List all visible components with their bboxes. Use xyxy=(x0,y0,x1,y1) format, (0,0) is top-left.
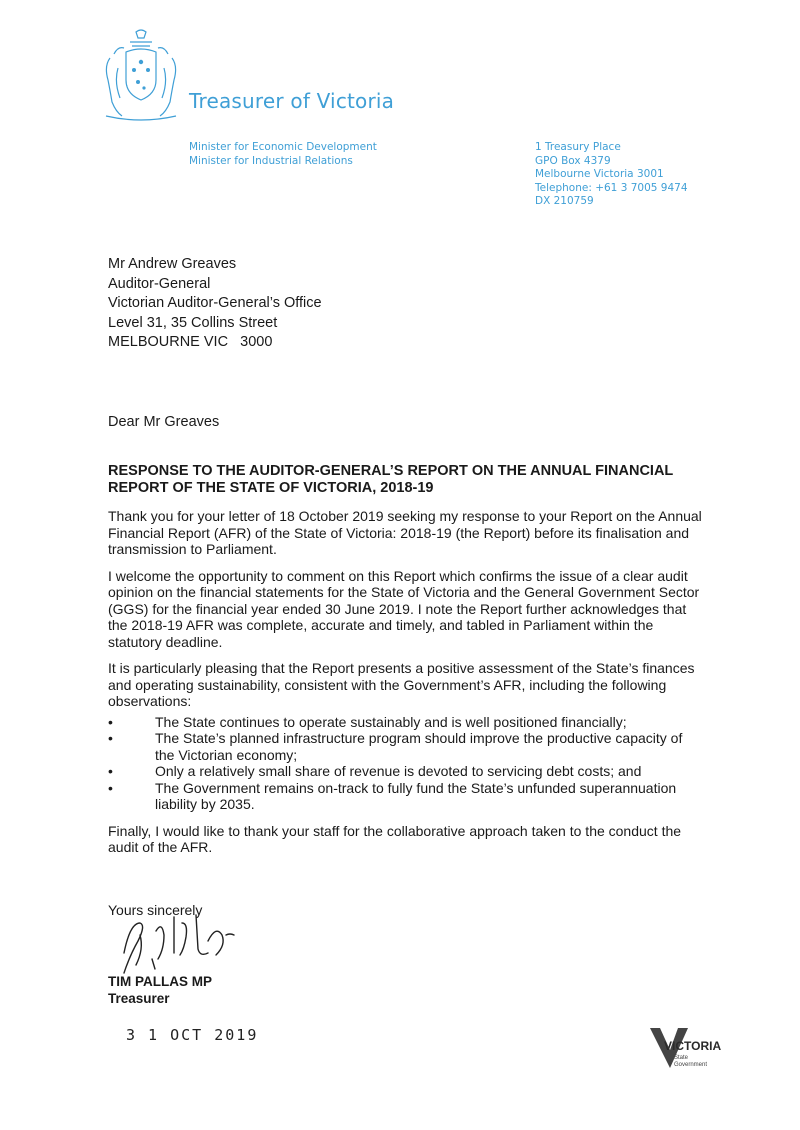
observations-list xyxy=(108,714,703,813)
list-item-text: The State’s planned infrastructure program should improve the productive capacity of the Victorian economy; xyxy=(155,730,683,763)
signer-name: TIM PALLAS MP xyxy=(108,974,212,989)
bullet-symbol: • xyxy=(108,779,113,796)
coat-of-arms-crest-icon xyxy=(100,28,182,124)
signer-title: Treasurer xyxy=(108,991,170,1006)
body-paragraph: It is particularly pleasing that the Report presents a positive assessment of the State’s finances and operating sustainability, consistent with the Government’s AFR, including the following observations: xyxy=(108,660,695,709)
letter-body xyxy=(108,508,703,866)
recipient-line: Level 31, 35 Collins Street xyxy=(108,314,278,331)
final-paragraph: Finally, I would like to thank your staff for the collaborative approach taken to the conduct the audit of the AFR. xyxy=(108,822,682,855)
list-item xyxy=(108,714,703,731)
portfolio-line: Minister for Economic Development xyxy=(189,141,377,153)
logo-line-state: State xyxy=(674,1055,689,1061)
portfolio-line: Minister for Industrial Relations xyxy=(189,154,353,167)
list-item xyxy=(108,763,703,780)
address-line: Melbourne Victoria 3001 xyxy=(535,168,664,180)
subject-heading: RESPONSE TO THE AUDITOR-GENERAL’S REPORT ON THE ANNUAL FINANCIAL REPORT OF THE STATE OF VICTORIA, 2018-19 xyxy=(108,463,674,496)
address-line: Telephone: +61 3 7005 9474 xyxy=(535,181,688,194)
list-item-text: The State continues to operate sustainably and is well positioned financially; xyxy=(155,713,627,730)
recipient-block xyxy=(108,255,322,353)
handwritten-signature-icon xyxy=(112,905,247,975)
list-item xyxy=(108,730,703,763)
letterhead-title: Treasurer of Victoria xyxy=(189,89,395,113)
list-item-text: Only a relatively small share of revenue is devoted to servicing debt costs; and xyxy=(155,763,642,779)
victoria-state-government-logo xyxy=(648,1024,728,1072)
bullet-symbol: • xyxy=(108,763,113,779)
list-item-text: The Government remains on-track to fully fund the State’s unfunded superannuation liability by 2035. xyxy=(155,779,677,812)
body-paragraph: Thank you for your letter of 18 October 2019 seeking my response to your Report on the Annual Financial Report (AFR) of the State of Victoria: 2018-19 (the Report) before its finalisation and transmission to Parliament. xyxy=(108,508,702,557)
date-stamp: 3 1 OCT 2019 xyxy=(126,1026,259,1044)
recipient-line: Auditor-General xyxy=(108,275,211,292)
bullet-symbol: • xyxy=(108,713,113,730)
logo-line-government: Government xyxy=(674,1062,708,1068)
closing-line: Yours sincerely xyxy=(108,902,203,918)
body-paragraph: I welcome the opportunity to comment on this Report which confirms the issue of a clear audit opinion on the financial statements for the State of Victoria and the General Government Sector (GGS) for the financial year ended 30 June 2019. I note the Report further acknowledges that the 2018-19 AFR was complete, accurate and timely, and tabled in Parliament within the statutory deadline. xyxy=(108,567,700,650)
sender-address xyxy=(535,141,688,209)
recipient-line: Victorian Auditor-General’s Office xyxy=(108,295,322,311)
address-line: 1 Treasury Place xyxy=(535,141,621,153)
address-line: GPO Box 4379 xyxy=(535,154,611,167)
bullet-symbol: • xyxy=(108,730,113,746)
recipient-line: Mr Andrew Greaves xyxy=(108,256,237,272)
minister-portfolios xyxy=(189,141,377,168)
list-item xyxy=(108,780,703,813)
logo-wordmark: VICTORIA xyxy=(664,1039,722,1053)
signer-block xyxy=(108,973,212,1007)
salutation: Dear Mr Greaves xyxy=(108,414,220,430)
recipient-line: MELBOURNE VIC 3000 xyxy=(108,334,273,350)
address-line: DX 210759 xyxy=(535,195,594,207)
